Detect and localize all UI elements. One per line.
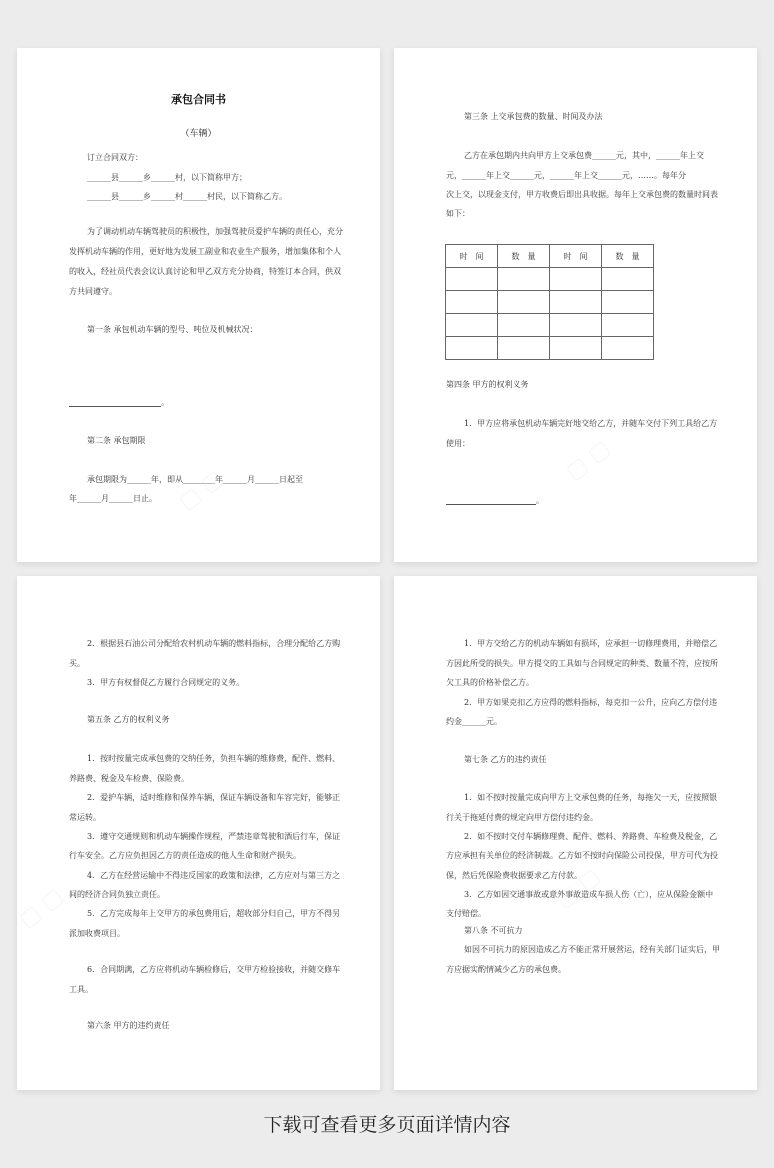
- text-line: 方因此所受的损失。甲方提交的工具如与合同规定的种类、数量不符，应按所: [446, 659, 718, 668]
- text-line: 使用：: [446, 439, 470, 448]
- document-page-4: [394, 576, 757, 1090]
- text-line: 派加收费项目。: [69, 929, 125, 938]
- table-cell: [550, 337, 602, 360]
- text-line: 1．按时按量完成承包费的交纳任务，负担车辆的维修费，配件、燃料、: [87, 754, 341, 763]
- text-line: 约金______元。: [446, 717, 502, 726]
- text-line: 2．如不按时交付车辆修理费、配件、燃料、养路费、车检费及税金，乙: [464, 832, 718, 841]
- text-line: 承包期限为______年，即从________年______月______日起至: [87, 475, 303, 484]
- text-line: 如因不可抗力的原因造成乙方不能正常开展营运，经有关部门证实后，甲: [464, 945, 720, 954]
- document-page-1: [17, 48, 380, 562]
- text-line: 1．如不按时按量完成向甲方上交承包费的任务，每拖欠一天，应按照银: [464, 793, 718, 802]
- text-line: 方应据实酌情减少乙方的承包费。: [446, 965, 566, 974]
- table-cell: [550, 268, 602, 291]
- text-line: 次上交，以现金支付，甲方收费后即出具收据。每年上交承包费的数量时间表: [446, 190, 718, 199]
- table-cell: [446, 337, 498, 360]
- text-line: 买。: [69, 659, 85, 668]
- table-header-cell: 时 间: [550, 245, 602, 268]
- table-cell: [498, 337, 550, 360]
- text-line: 常运转。: [69, 813, 101, 822]
- text-line: 支付赔偿。: [446, 909, 486, 918]
- table-cell: [602, 314, 654, 337]
- text-line: 2．甲方如果克扣乙方应得的燃料指标，每克扣一公升，应向乙方偿付违: [464, 698, 718, 707]
- article-heading: 第八条 不可抗力: [464, 926, 523, 935]
- article-heading: 第二条 承包期限: [87, 436, 146, 445]
- article-heading: 第六条 甲方的违约责任: [87, 1021, 170, 1030]
- text-line: 订立合同双方：: [87, 153, 143, 162]
- payment-schedule-table: [445, 244, 654, 360]
- table-header-row: [446, 245, 654, 268]
- signature-dot: 。: [536, 496, 544, 505]
- text-line: ______县______乡______村______村民，以下简称乙方。: [87, 192, 287, 201]
- download-prompt-text: 下载可查看更多页面详情内容: [263, 1114, 511, 1136]
- article-heading: 第一条 承包机动车辆的型号、吨位及机械状况：: [87, 325, 258, 334]
- page-title: 承包合同书: [171, 93, 226, 106]
- text-line: 行车安全。乙方应负担因乙方的责任造成的他人生命和财产损失。: [69, 851, 301, 860]
- table-cell: [498, 268, 550, 291]
- text-line: 乙方在承包期内共向甲方上交承包费______元，其中，______年上交: [464, 151, 704, 160]
- article-heading: 第三条 上交承包费的数量、时间及办法: [464, 112, 603, 121]
- document-page-3: [17, 576, 380, 1090]
- table-cell: [550, 291, 602, 314]
- text-line: 2．根据县石油公司分配给农村机动车辆的燃料指标，合理分配给乙方购: [87, 639, 341, 648]
- text-line: 养路费、税金及车检费、保险费。: [69, 774, 189, 783]
- table-cell: [602, 291, 654, 314]
- text-line: 保，然后凭保险费收据要求乙方付款。: [446, 871, 582, 880]
- article-heading: 第五条 乙方的权利义务: [87, 715, 170, 724]
- table-header-cell: 时 间: [446, 245, 498, 268]
- text-line: 行关于拖延付费的规定向甲方偿付违约金。: [446, 813, 598, 822]
- page-subtitle: （车辆）: [180, 129, 217, 139]
- article-heading: 第七条 乙方的违约责任: [464, 755, 547, 764]
- table-cell: [498, 291, 550, 314]
- table-row: [446, 337, 654, 360]
- text-line: 6．合同期满，乙方应将机动车辆检修后，交甲方检验接收，并随交修车: [87, 965, 341, 974]
- text-line: 5．乙方完成每年上交甲方的承包费用后，超收部分归自己，甲方不得另: [87, 909, 341, 918]
- text-line: 元，______年上交______元，______年上交______元，……。每年分: [446, 171, 686, 180]
- text-line: 为了调动机动车辆驾驶员的积极性，加强驾驶员爱护车辆的责任心，充分: [87, 227, 343, 236]
- table-row: [446, 314, 654, 337]
- watermark-mark: [17, 884, 68, 934]
- text-line: 欠工具的价格补偿乙方。: [446, 678, 534, 687]
- text-line: 方共同遵守。: [69, 287, 117, 296]
- table-cell: [446, 314, 498, 337]
- text-line: 年______月______日止。: [69, 494, 157, 503]
- text-line: 3．甲方有权督促乙方履行合同规定的义务。: [87, 678, 245, 687]
- text-line: 发挥机动车辆的作用，更好地为发展工副业和农业生产服务，增加集体和个人: [69, 247, 341, 256]
- table-cell: [446, 268, 498, 291]
- text-line: 1．甲方应将承包机动车辆完好地交给乙方，并随车交付下列工具给乙方: [464, 419, 718, 428]
- text-line: 间的经济合同负独立责任。: [69, 890, 165, 899]
- text-line: 1．甲方交给乙方的机动车辆如有损坏，应承担一切修理费用，并赔偿乙: [464, 639, 718, 648]
- text-line: 3．乙方如因交通事故或意外事故造成车损人伤（亡），应从保险金额中: [464, 890, 714, 899]
- watermark-mark: [561, 436, 615, 486]
- text-line: 2．爱护车辆，适时维修和保养车辆，保证车辆设备和车容完好，能够正: [87, 793, 341, 802]
- signature-line: [69, 406, 161, 407]
- signature-line: [446, 504, 536, 505]
- text-line: 工具。: [69, 985, 93, 994]
- table-cell: [498, 314, 550, 337]
- text-line: 方应承担有关单位的经济制裁。乙方如不按时向保险公司投保，甲方可代为投: [446, 851, 718, 860]
- text-line: 4．乙方在经营运输中不得违反国家的政策和法律，乙方应对与第三方之: [87, 871, 341, 880]
- signature-dot: 。: [161, 398, 169, 407]
- table-header-cell: 数 量: [498, 245, 550, 268]
- table-cell: [602, 337, 654, 360]
- table-row: [446, 291, 654, 314]
- text-line: 的收入，经社员代表会议认真讨论和甲乙双方充分协商，特签订本合同，供双: [69, 267, 341, 276]
- document-page-2: [394, 48, 757, 562]
- table-row: [446, 268, 654, 291]
- table-header-cell: 数 量: [602, 245, 654, 268]
- table-cell: [550, 314, 602, 337]
- table-cell: [446, 291, 498, 314]
- text-line: ______县______乡______村，以下简称甲方；: [87, 173, 247, 182]
- text-line: 如下：: [446, 209, 470, 218]
- article-heading: 第四条 甲方的权利义务: [446, 380, 529, 389]
- table-cell: [602, 268, 654, 291]
- text-line: 3．遵守交通规则和机动车辆操作规程，严禁违章驾驶和酒后行车，保证: [87, 832, 341, 841]
